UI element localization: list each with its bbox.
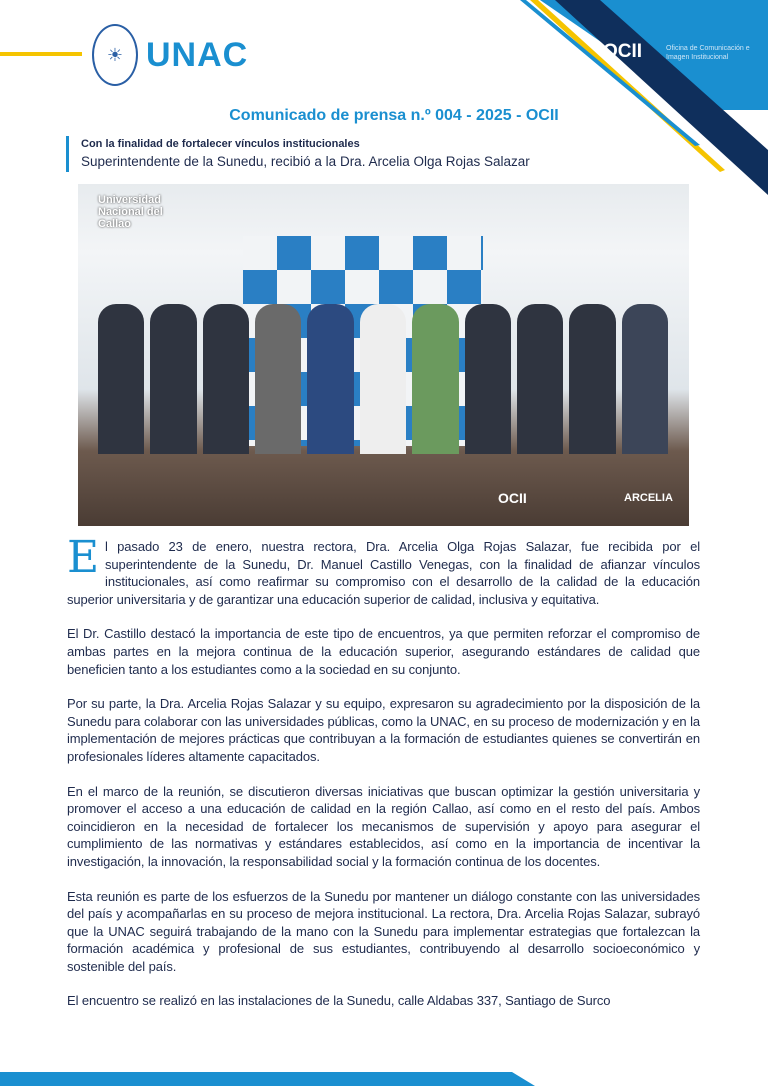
brand-name: UNAC (146, 36, 249, 74)
paragraph-5: Esta reunión es parte de los esfuerzos de la Sunedu por mantener un diálogo constante con las universidades del país y acompañarlas en su proceso de mejora institucional. La rectora, Dra. Arcelia Rojas Salazar, subrayó que la UNAC seguirá trabajando de la mano con la Sunedu para implementar estrategias que fortalezcan la formación académica y profesional de sus estudiantes, contribuyendo al desarrollo socioeconómico y sostenible del país. (67, 888, 700, 974)
paragraph-1 (67, 532, 700, 608)
paragraph-3: Por su parte, la Dra. Arcelia Rojas Salazar y su equipo, expresaron su agradecimiento por la disposición de la Sunedu para colaborar con las universidades públicas, como la UNAC, en su proceso de modernización y en la implementación de mejores prácticas que contribuyan a la formación de estudiantes quienes se convertirán en profesionales líderes altamente capacitados. (67, 696, 700, 764)
photo-ocii-logo: OCII (498, 490, 527, 506)
paragraph-6: El encuentro se realizó en las instalaciones de la Sunedu, calle Aldabas 337, Santiago de Surco (67, 993, 611, 1009)
headline: Superintendente de la Sunedu, recibió a la Dra. Arcelia Olga Rojas Salazar (81, 154, 530, 169)
university-seal-icon: ☀ (92, 24, 138, 86)
footer-bar (0, 1070, 768, 1086)
press-release-title: Comunicado de prensa n.º 004 - 2025 - OCII (229, 107, 559, 124)
group-photo (78, 184, 689, 526)
photo-signature: ARCELIA (624, 492, 673, 504)
paragraph-1-text: l pasado 23 de enero, nuestra rectora, Dra. Arcelia Olga Rojas Salazar, fue recibida por el superintendente de la Sunedu, Dr. Manuel Castillo Venegas, con la finalidad de afianzar vínculos institucionales, así como reafirmar su compromiso con el desarrollo de la calidad de la educación superior universitaria y de garantizar una educación superior de calidad, inclusiva y equitativa. (67, 539, 700, 607)
photo-watermark: Universidad Nacional del Callao (98, 194, 163, 230)
drop-cap: E (67, 532, 100, 583)
paragraph-4: En el marco de la reunión, se discutieron diversas iniciativas que buscan optimizar la gestión universitaria y promover el acceso a una educación de calidad en la región Callao, así como en el resto del país. Ambos coincidieron en la necesidad de fortalecer los mecanismos de supervisión y apoyo para asegurar el cumplimiento de las normativas y estándares establecidos, así como en la importancia de incentivar la investigación, la innovación, la responsabilidad social y la formación continua de los docentes. (67, 783, 700, 869)
ocii-office-name: Oficina de Comunicación e Imagen Institucional (666, 45, 750, 61)
yellow-accent-line (0, 52, 82, 56)
people-group (98, 284, 668, 454)
article-body (67, 532, 700, 1027)
ocii-logo: OCII (603, 41, 643, 62)
kicker: Con la finalidad de fortalecer vínculos institucionales (81, 138, 360, 150)
headline-block (66, 136, 530, 172)
paragraph-2: El Dr. Castillo destacó la importancia de este tipo de encuentros, ya que permiten reforzar el compromiso de ambas partes en la mejora continua de la educación superior, asegurando estándares de calidad que beneficien tanto a los estudiantes como a la sociedad en su conjunto. (67, 626, 700, 677)
